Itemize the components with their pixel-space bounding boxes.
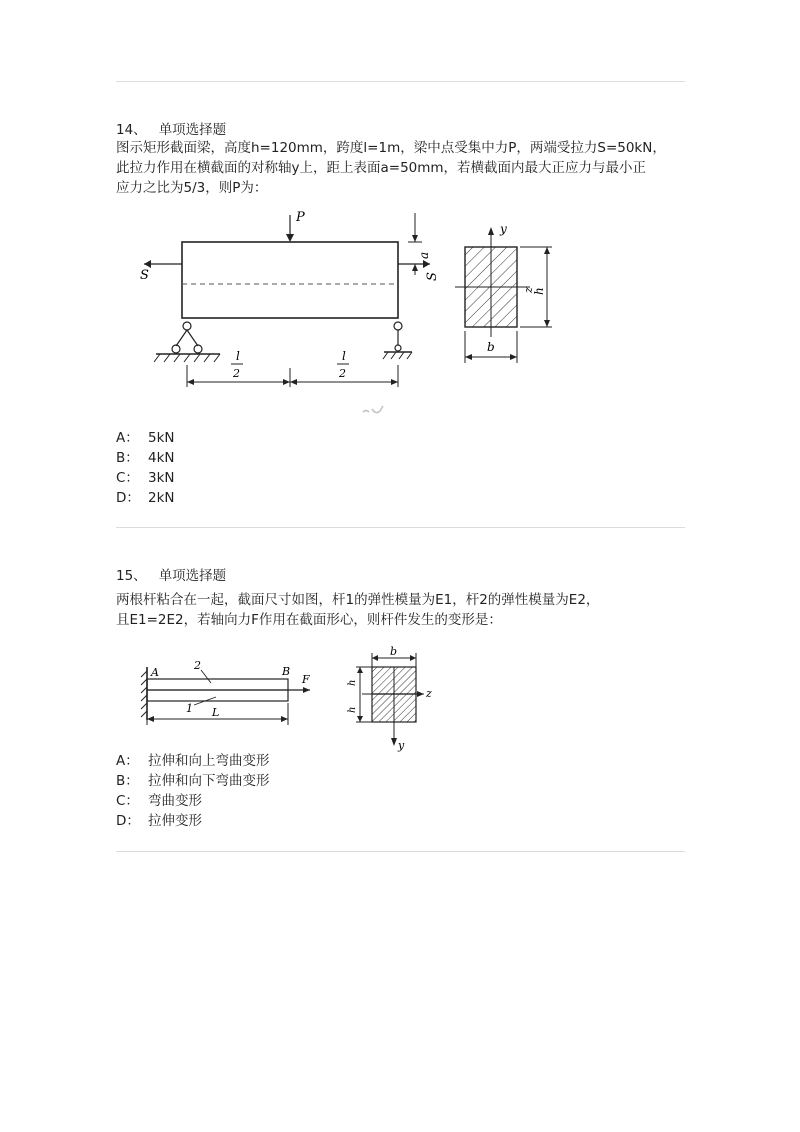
label-b: b: [487, 340, 495, 354]
q14-stem: [116, 138, 696, 198]
q14-option-a[interactable]: [116, 428, 175, 448]
option-text: 5kN: [148, 430, 175, 446]
label-one: 1: [186, 702, 193, 715]
label-z: z: [426, 687, 432, 700]
label-B: B: [282, 665, 291, 678]
q15-option-b[interactable]: [116, 771, 270, 791]
q14-beam-figure: [130, 205, 570, 430]
q15-stem-line: 且E1=2E2，若轴向力F作用在截面形心，则杆件发生的变形是：: [116, 612, 502, 628]
q15-option-a[interactable]: [116, 751, 270, 771]
label-p: P: [296, 210, 305, 225]
label-a: a: [417, 251, 431, 259]
label-two-right: 2: [339, 367, 346, 380]
option-key: D：: [116, 813, 140, 829]
q15-options: [116, 751, 270, 831]
bar-2: [147, 679, 288, 690]
option-key: B：: [116, 773, 139, 789]
option-key: C：: [116, 470, 139, 486]
label-two: 2: [194, 659, 201, 672]
bar-1: [147, 690, 288, 701]
label-s-left: S: [140, 268, 149, 283]
q14-number: 14、: [116, 122, 147, 138]
q15-bar-figure: [130, 645, 450, 755]
q15-stem: [116, 590, 696, 630]
q15-divider: [116, 851, 685, 852]
option-key: A：: [116, 430, 139, 446]
q14-option-c[interactable]: [116, 468, 175, 488]
q15-option-d[interactable]: [116, 811, 270, 831]
q14-type: 单项选择题: [158, 122, 227, 138]
label-y: y: [398, 739, 405, 752]
option-text: 弯曲变形: [148, 793, 202, 809]
option-text: 4kN: [148, 450, 175, 466]
label-z: z: [522, 287, 535, 293]
q14-stem-line: 图示矩形截面梁，高度h=120mm，跨度l=1m，梁中点受集中力P，两端受拉力S=50kN，: [116, 140, 666, 156]
q14-divider: [116, 527, 685, 528]
option-text: 拉伸变形: [148, 813, 202, 829]
beam-body: [182, 242, 398, 318]
label-b: b: [390, 645, 398, 658]
label-l-right: l: [342, 349, 346, 363]
option-text: 拉伸和向上弯曲变形: [148, 753, 270, 769]
q15-stem-line: 两根杆粘合在一起，截面尺寸如图，杆1的弹性模量为E1，杆2的弹性模量为E2，: [116, 592, 600, 608]
q14-option-d[interactable]: [116, 488, 175, 508]
option-text: 3kN: [148, 470, 175, 486]
label-y: y: [500, 222, 507, 236]
top-divider: [116, 81, 685, 82]
label-h: h: [532, 287, 546, 295]
label-L: L: [212, 706, 220, 719]
label-F: F: [302, 673, 310, 686]
option-key: A：: [116, 753, 139, 769]
option-text: 拉伸和向下弯曲变形: [148, 773, 270, 789]
label-s-right: S: [425, 272, 440, 281]
label-h-bottom: h: [347, 706, 358, 713]
label-A: A: [151, 666, 159, 679]
label-h-top: h: [347, 679, 358, 686]
label-l-left: l: [236, 349, 240, 363]
q15-number: 15、: [116, 568, 147, 584]
q15-header: [116, 564, 226, 584]
option-key: C：: [116, 793, 139, 809]
q14-options: [116, 428, 175, 508]
q15-type: 单项选择题: [158, 568, 227, 584]
option-key: D：: [116, 490, 140, 506]
label-two-left: 2: [233, 367, 240, 380]
q14-header: [116, 118, 226, 138]
option-key: B：: [116, 450, 139, 466]
q15-option-c[interactable]: [116, 791, 270, 811]
q14-stem-line: 应力之比为5/3，则P为：: [116, 180, 268, 196]
option-text: 2kN: [148, 490, 175, 506]
q14-option-b[interactable]: [116, 448, 175, 468]
q14-stem-line: 此拉力作用在横截面的对称轴y上，距上表面a=50mm，若横截面内最大正应力与最小正: [116, 160, 647, 176]
